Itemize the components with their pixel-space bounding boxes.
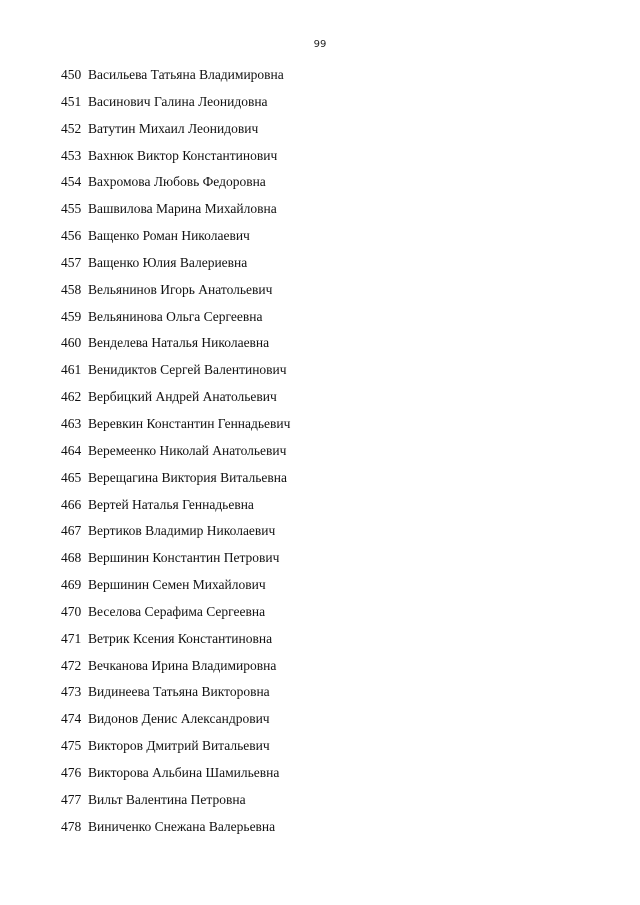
list-item xyxy=(61,602,290,629)
entry-name: Виниченко Снежана Валерьевна xyxy=(88,818,276,834)
entry-number: 474 xyxy=(61,711,82,727)
list-item xyxy=(61,495,290,522)
list-item xyxy=(61,682,290,709)
entry-number: 462 xyxy=(61,389,82,405)
list-item xyxy=(61,226,290,253)
entry-name: Васильева Татьяна Владимировна xyxy=(88,67,284,82)
entry-number: 461 xyxy=(61,362,82,378)
entry-number: 459 xyxy=(61,308,82,324)
entry-name: Вертей Наталья Геннадьевна xyxy=(88,496,254,512)
entry-name: Вельянинов Игорь Анатольевич xyxy=(88,281,273,297)
list-item xyxy=(61,763,290,790)
list-item xyxy=(61,468,290,495)
entry-name: Ватутин Михаил Леонидович xyxy=(88,120,259,136)
list-item xyxy=(61,199,290,226)
entry-number: 456 xyxy=(61,228,82,244)
entry-number: 476 xyxy=(61,764,82,780)
list-item xyxy=(61,736,290,763)
entry-name: Вильт Валентина Петровна xyxy=(88,791,246,807)
entry-name: Венидиктов Сергей Валентинович xyxy=(88,362,287,378)
entry-name: Викторов Дмитрий Витальевич xyxy=(88,738,270,754)
entry-number: 460 xyxy=(61,335,82,351)
entry-name: Вельянинова Ольга Сергеевна xyxy=(88,308,263,324)
entry-number: 463 xyxy=(61,415,82,431)
entry-number: 467 xyxy=(61,523,82,539)
entry-name: Вершинин Константин Петрович xyxy=(88,550,280,566)
entry-name: Верещагина Виктория Витальевна xyxy=(88,469,287,485)
entry-name: Ветрик Ксения Константиновна xyxy=(88,630,273,646)
entry-number: 469 xyxy=(61,577,82,593)
entry-name: Ващенко Роман Николаевич xyxy=(88,228,250,244)
name-list xyxy=(61,65,290,843)
list-item xyxy=(61,414,290,441)
entry-name: Вербицкий Андрей Анатольевич xyxy=(88,389,277,405)
entry-number: 464 xyxy=(61,442,82,458)
entry-name: Веревкин Константин Геннадьевич xyxy=(88,415,291,431)
entry-number: 475 xyxy=(61,738,82,754)
entry-number: 458 xyxy=(61,281,82,297)
list-item xyxy=(61,656,290,683)
list-item xyxy=(61,817,290,844)
entry-number: 453 xyxy=(61,147,82,163)
entry-name: Вертиков Владимир Николаевич xyxy=(88,523,276,539)
entry-name: Васинович Галина Леонидовна xyxy=(88,93,268,109)
list-item xyxy=(61,387,290,414)
entry-number: 455 xyxy=(61,201,82,217)
list-item xyxy=(61,119,290,146)
entry-number: 478 xyxy=(61,818,82,834)
entry-number: 477 xyxy=(61,791,82,807)
entry-name: Венделева Наталья Николаевна xyxy=(88,335,270,351)
list-item xyxy=(61,253,290,280)
entry-name: Вечканова Ирина Владимировна xyxy=(88,657,277,673)
entry-name: Видонов Денис Александрович xyxy=(88,711,270,727)
list-item xyxy=(61,629,290,656)
list-item xyxy=(61,307,290,334)
list-item xyxy=(61,92,290,119)
entry-name: Ващенко Юлия Валериевна xyxy=(88,254,248,270)
entry-number: 466 xyxy=(61,496,82,512)
entry-number: 450 xyxy=(61,67,82,82)
list-item xyxy=(61,548,290,575)
list-item xyxy=(61,521,290,548)
entry-number: 454 xyxy=(61,174,82,190)
list-item xyxy=(61,172,290,199)
entry-number: 465 xyxy=(61,469,82,485)
list-item xyxy=(61,65,290,92)
entry-name: Веремеенко Николай Анатольевич xyxy=(88,442,287,458)
entry-number: 473 xyxy=(61,684,82,700)
list-item xyxy=(61,146,290,173)
list-item xyxy=(61,360,290,387)
entry-name: Веселова Серафима Сергеевна xyxy=(88,603,266,619)
entry-number: 471 xyxy=(61,630,82,646)
entry-name: Вахнюк Виктор Константинович xyxy=(88,147,278,163)
entry-number: 468 xyxy=(61,550,82,566)
entry-number: 452 xyxy=(61,120,82,136)
list-item xyxy=(61,575,290,602)
entry-name: Вахромова Любовь Федоровна xyxy=(88,174,266,190)
list-item xyxy=(61,709,290,736)
entry-number: 451 xyxy=(61,93,82,109)
entry-name: Викторова Альбина Шамильевна xyxy=(88,764,280,780)
list-item xyxy=(61,280,290,307)
entry-number: 470 xyxy=(61,603,82,619)
entry-number: 472 xyxy=(61,657,82,673)
list-item xyxy=(61,790,290,817)
entry-number: 457 xyxy=(61,254,82,270)
entry-name: Вершинин Семен Михайлович xyxy=(88,577,266,593)
page-number: 99 xyxy=(313,39,327,50)
entry-name: Вашвилова Марина Михайловна xyxy=(88,201,277,217)
list-item xyxy=(61,441,290,468)
entry-name: Видинеева Татьяна Викторовна xyxy=(88,684,270,700)
list-item xyxy=(61,333,290,360)
